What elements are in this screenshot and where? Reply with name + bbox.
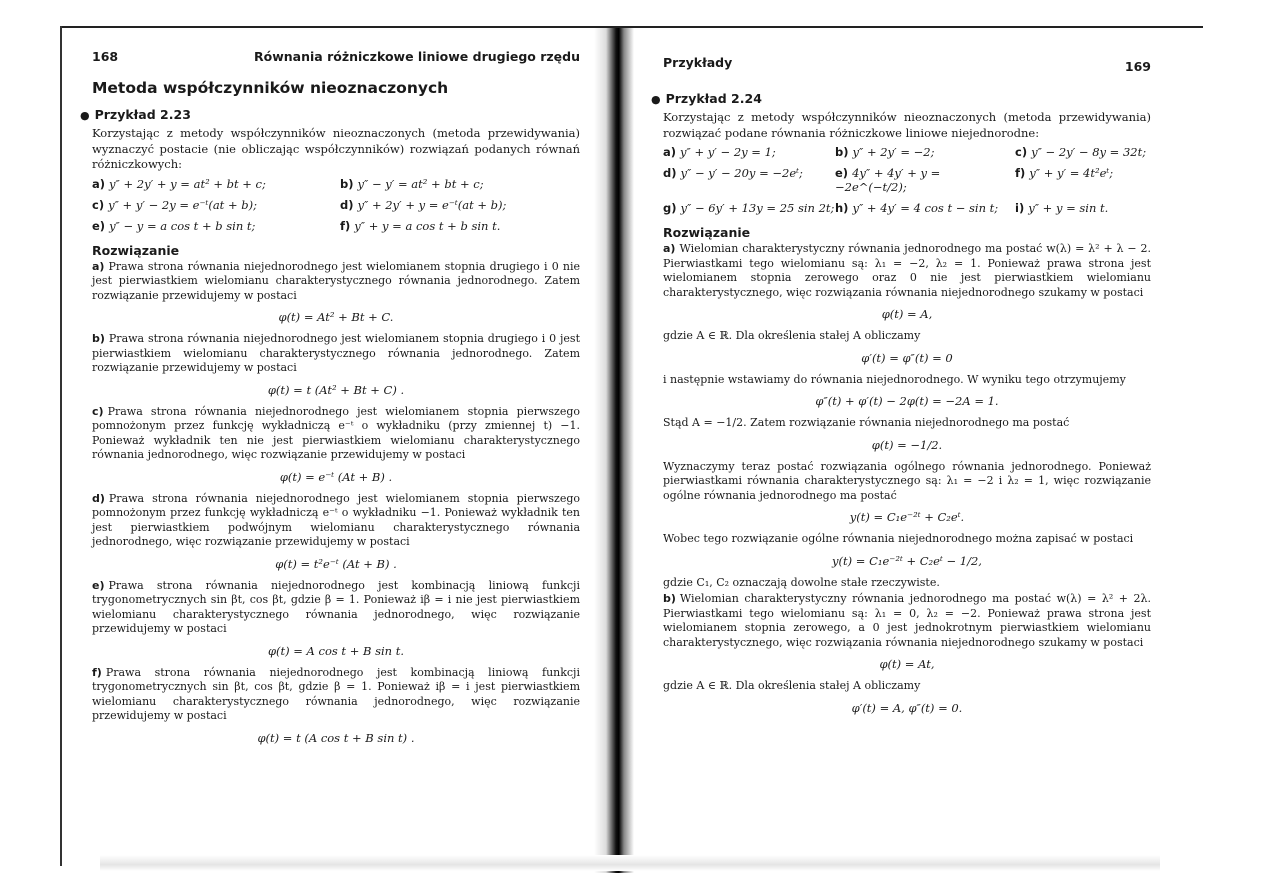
solution-paragraph: Wobec tego rozwiązanie ogólne równania niejednorodnego można zapisać w postaci bbox=[663, 532, 1134, 545]
example-title-text: Przykład 2.24 bbox=[665, 91, 762, 106]
example-title: ● Przykład 2.24 bbox=[651, 91, 762, 106]
left-page-header bbox=[92, 45, 580, 69]
right-page bbox=[651, 45, 1151, 723]
book-spine-shadow bbox=[594, 28, 634, 873]
solution-paragraph: f) Prawa strona równania niejednorodnego jest kombinacją liniową funkcji trygonometrycznych sin βt, cos βt, gdzie β = 1. Ponieważ iβ = i jest pierwiastkiem wielomianu charakterystycznego równania jednorodnego, więc rozwiązanie przewidujemy w postaci bbox=[92, 665, 580, 722]
problem-item: b) y″ + 2y′ = −2; bbox=[835, 145, 935, 159]
display-equation: y(t) = C₁e⁻²ᵗ + C₂eᵗ. bbox=[849, 510, 965, 524]
problem-item: e) 4y″ + 4y′ + y = −2e^(−t/2); bbox=[835, 166, 941, 194]
problem-item: g) y″ − 6y′ + 13y = 25 sin 2t; bbox=[663, 201, 835, 215]
example-intro: Korzystając z metody współczynników nieoznaczonych (metoda przewidywania) wyznaczyć postacie (nie obliczając współczynników) rozwiązań podanych równań różniczkowych: bbox=[92, 126, 580, 171]
display-equation: φ(t) = −1/2. bbox=[871, 437, 943, 452]
solution-paragraph: e) Prawa strona równania niejednorodnego jest kombinacją liniową funkcji trygonometrycznych sin βt, cos βt, gdzie β = 1. Ponieważ iβ = i nie jest pierwiastkiem wielomianu charakterystycznego równania jednorodnego, więc rozwiązanie przewidujemy w postaci bbox=[92, 578, 580, 635]
display-equation: φ(t) = A cos t + B sin t. bbox=[267, 643, 405, 658]
problem-item: i) y″ + y = sin t. bbox=[1015, 201, 1109, 215]
problem-item: c) y″ + y′ − 2y = e⁻ᵗ(at + b); bbox=[92, 197, 257, 212]
display-equation: φ′(t) = A, φ″(t) = 0. bbox=[851, 700, 963, 715]
page-number: 169 bbox=[1124, 59, 1151, 74]
display-equation: φ″(t) + φ′(t) − 2φ(t) = −2A = 1. bbox=[815, 394, 999, 408]
section-title: Metoda współczynników nieoznaczonych bbox=[92, 79, 449, 97]
example-title-text: Przykład 2.23 bbox=[94, 107, 191, 122]
left-page bbox=[80, 45, 580, 753]
solution-paragraph: b) Wielomian charakterystyczny równania jednorodnego ma postać w(λ) = λ² + 2λ. Pierwiastkami tego wielomianu są: λ₁ = 0, λ₂ = −2. Ponieważ prawa strona jest wielomianem stopnia zerowego, a 0 jest jednokrotnym pierwiastkiem wielomianu charakterystycznego, więc rozwiązania równania niejednorodnego szukamy w postaci bbox=[663, 592, 1151, 649]
solution-paragraph: Stąd A = −1/2. Zatem rozwiązanie równania niejednorodnego ma postać bbox=[663, 416, 1070, 429]
solution-paragraph: i następnie wstawiamy do równania niejednorodnego. W wyniku tego otrzymujemy bbox=[663, 372, 1126, 386]
problem-list bbox=[663, 145, 1151, 215]
solution-paragraph: Wyznaczymy teraz postać rozwiązania ogólnego równania jednorodnego. Ponieważ pierwiastkami równania charakterystycznego są: λ₁ = −2 i λ₂ = 1, więc rozwiązanie ogólne równania jednorodnego ma postać bbox=[663, 459, 1151, 502]
problem-list bbox=[92, 177, 580, 233]
display-equation: y(t) = C₁e⁻²ᵗ + C₂eᵗ − 1/2, bbox=[832, 553, 982, 568]
solution-heading: Rozwiązanie bbox=[92, 242, 180, 258]
problem-item: h) y″ + 4y′ = 4 cos t − sin t; bbox=[835, 201, 999, 215]
display-equation: φ(t) = t²e⁻ᵗ (At + B) . bbox=[275, 556, 397, 571]
left-margin-rule bbox=[60, 26, 62, 866]
problem-item: d) y″ − y′ − 20y = −2eᵗ; bbox=[663, 166, 803, 180]
example-title: ● Przykład 2.23 bbox=[80, 107, 191, 122]
solution-paragraph: b) Prawa strona równania niejednorodnego jest wielomianem stopnia drugiego i 0 jest pierwiastkiem wielomianu charakterystycznego równania jednorodnego. Zatem rozwiązanie przewidujemy w postaci bbox=[92, 332, 580, 374]
display-equation: φ(t) = e⁻ᵗ (At + B) . bbox=[279, 469, 393, 484]
solution-paragraph: c) Prawa strona równania niejednorodnego jest wielomianem stopnia pierwszego pomnożonym przez funkcję wykładniczą e⁻ᵗ o wykładniku (przy zmiennej t) −1. Ponieważ wykładnik ten nie jest pierwiastkiem wielomianu charakterystycznego równania jednorodnego, więc rozwiązanie przewidujemy w postaci bbox=[92, 404, 580, 461]
solution-paragraph: gdzie A ∈ ℝ. Dla określenia stałej A obliczamy bbox=[663, 679, 921, 692]
display-equation: φ(t) = A, bbox=[881, 307, 933, 321]
right-page-header bbox=[663, 45, 1151, 74]
running-head: Równania różniczkowe liniowe drugiego rzędu bbox=[254, 49, 580, 64]
page-number: 168 bbox=[92, 49, 119, 64]
solution-paragraph: gdzie C₁, C₂ oznaczają dowolne stałe rzeczywiste. bbox=[663, 575, 940, 589]
problem-item: e) y″ − y = a cos t + b sin t; bbox=[92, 218, 256, 233]
running-head: Przykłady bbox=[663, 55, 733, 70]
display-equation: φ(t) = t (At² + Bt + C) . bbox=[267, 382, 405, 397]
display-equation: φ(t) = At² + Bt + C. bbox=[278, 310, 394, 324]
problem-item: b) y″ − y′ = at² + bt + c; bbox=[340, 176, 484, 191]
display-equation: φ(t) = t (A cos t + B sin t) . bbox=[257, 730, 415, 745]
display-equation: φ′(t) = φ″(t) = 0 bbox=[861, 350, 953, 365]
solution-heading: Rozwiązanie bbox=[663, 225, 751, 240]
problem-item: c) y″ − 2y′ − 8y = 32t; bbox=[1015, 145, 1147, 159]
display-equation: φ(t) = At, bbox=[879, 657, 935, 671]
problem-item: f) y″ + y′ = 4t²eᵗ; bbox=[1015, 166, 1114, 180]
problem-item: a) y″ + 2y′ + y = at² + bt + c; bbox=[92, 176, 266, 191]
problem-item: a) y″ + y′ − 2y = 1; bbox=[663, 145, 776, 159]
solution-paragraph: gdzie A ∈ ℝ. Dla określenia stałej A obliczamy bbox=[663, 329, 921, 342]
problem-item: d) y″ + 2y′ + y = e⁻ᵗ(at + b); bbox=[340, 197, 507, 212]
example-intro: Korzystając z metody współczynników nieoznaczonych (metoda przewidywania) rozwiązać podane równania różniczkowe liniowe niejednorodne: bbox=[663, 110, 1151, 140]
problem-item: f) y″ + y = a cos t + b sin t. bbox=[340, 218, 501, 233]
solution-paragraph: d) Prawa strona równania niejednorodnego jest wielomianem stopnia pierwszego pomnożonym przez funkcję wykładniczą e⁻ᵗ o wykładniku −1. Ponieważ wykładnik ten jest pierwiastkiem podwójnym wielomianu charakterystycznego równania jednorodnego, więc rozwiązanie przewidujemy w postaci bbox=[92, 491, 580, 548]
solution-paragraph: a) Prawa strona równania niejednorodnego jest wielomianem stopnia drugiego i 0 nie jest pierwiastkiem wielomianu charakterystycznego równania jednorodnego. Zatem rozwiązanie przewidujemy w postaci bbox=[92, 259, 580, 302]
bottom-scan-shadow bbox=[100, 855, 1160, 871]
solution-paragraph: a) Wielomian charakterystyczny równania jednorodnego ma postać w(λ) = λ² + λ − 2. Pierwiastkami tego wielomianu są: λ₁ = −2, λ₂ = 1. Ponieważ prawa strona jest wielomianem stopnia zerowego oraz 0 nie jest pierwiastkiem wielomianu charakterystycznego, więc rozwiązania równania niejednorodnego szukamy w postaci bbox=[663, 242, 1151, 299]
